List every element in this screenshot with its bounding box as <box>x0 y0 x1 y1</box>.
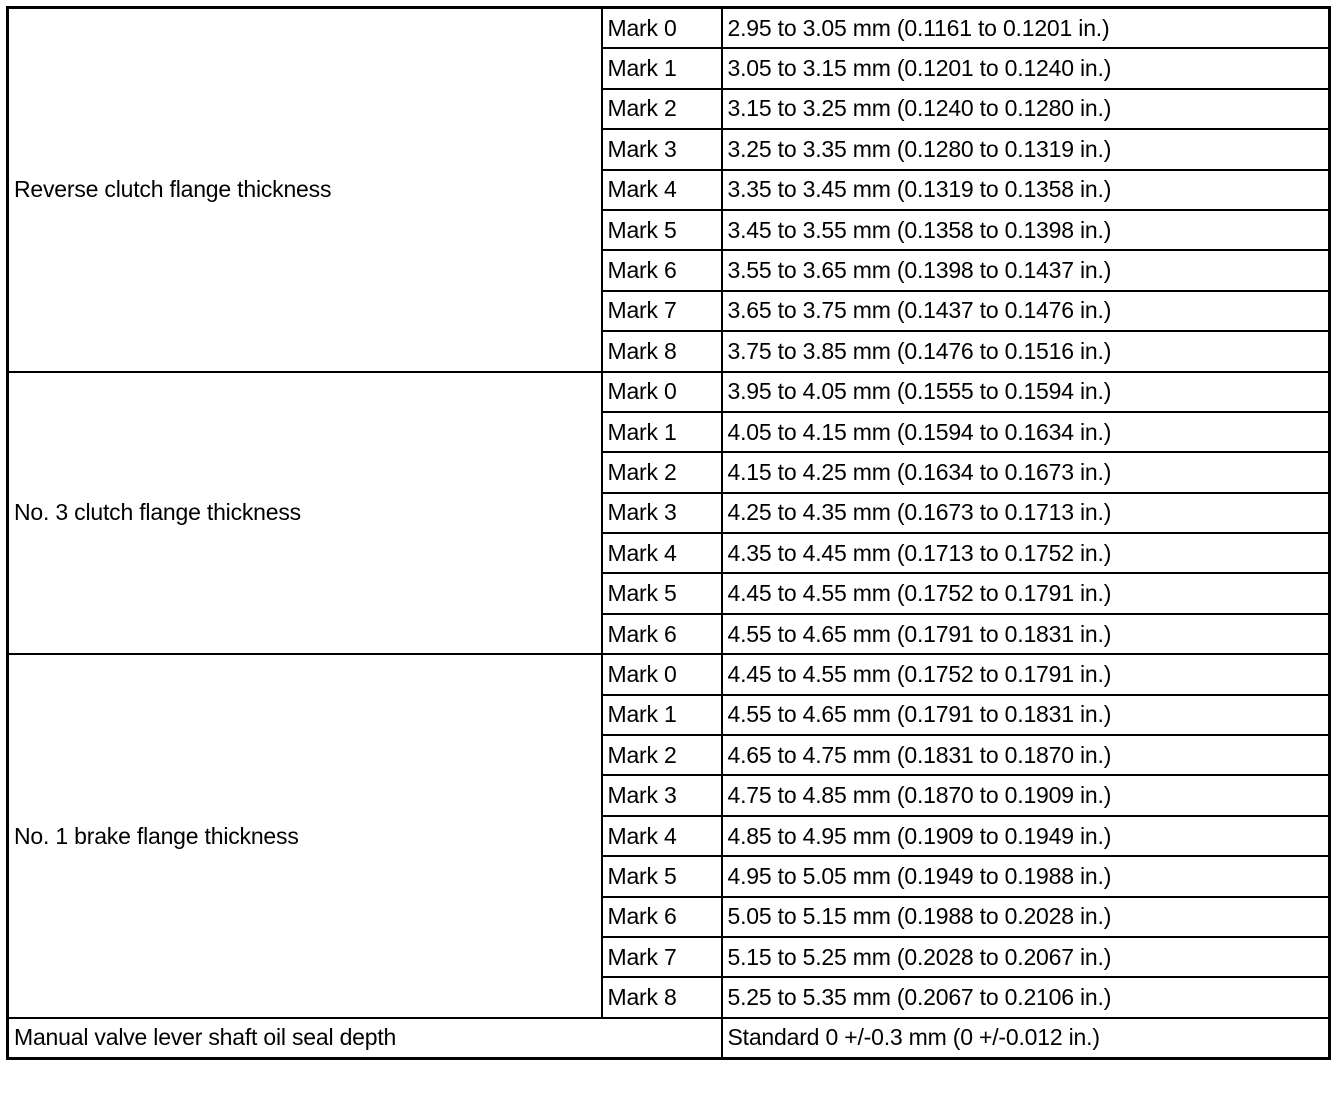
thickness-range-cell: 4.35 to 4.45 mm (0.1713 to 0.1752 in.) <box>722 533 1330 573</box>
thickness-range-cell: 4.65 to 4.75 mm (0.1831 to 0.1870 in.) <box>722 735 1330 775</box>
thickness-range-cell: 4.55 to 4.65 mm (0.1791 to 0.1831 in.) <box>722 614 1330 654</box>
group-label-cell: Reverse clutch flange thickness <box>8 8 602 372</box>
mark-cell: Mark 8 <box>602 331 722 371</box>
specification-table-body <box>8 8 1330 1059</box>
mark-cell: Mark 5 <box>602 856 722 896</box>
thickness-range-cell: 5.25 to 5.35 mm (0.2067 to 0.2106 in.) <box>722 977 1330 1017</box>
oil-seal-depth-value-cell: Standard 0 +/-0.3 mm (0 +/-0.012 in.) <box>722 1018 1330 1059</box>
thickness-range-cell: 4.85 to 4.95 mm (0.1909 to 0.1949 in.) <box>722 816 1330 856</box>
specification-table <box>6 6 1331 1060</box>
mark-cell: Mark 1 <box>602 48 722 88</box>
thickness-range-cell: 3.95 to 4.05 mm (0.1555 to 0.1594 in.) <box>722 372 1330 412</box>
group-label-cell: No. 1 brake flange thickness <box>8 654 602 1018</box>
thickness-range-cell: 3.75 to 3.85 mm (0.1476 to 0.1516 in.) <box>722 331 1330 371</box>
mark-cell: Mark 0 <box>602 8 722 49</box>
thickness-range-cell: 4.75 to 4.85 mm (0.1870 to 0.1909 in.) <box>722 775 1330 815</box>
thickness-range-cell: 3.55 to 3.65 mm (0.1398 to 0.1437 in.) <box>722 250 1330 290</box>
mark-cell: Mark 2 <box>602 89 722 129</box>
group-label-cell: No. 3 clutch flange thickness <box>8 372 602 655</box>
mark-cell: Mark 3 <box>602 775 722 815</box>
thickness-range-cell: 4.15 to 4.25 mm (0.1634 to 0.1673 in.) <box>722 452 1330 492</box>
thickness-range-cell: 5.05 to 5.15 mm (0.1988 to 0.2028 in.) <box>722 897 1330 937</box>
thickness-range-cell: 4.45 to 4.55 mm (0.1752 to 0.1791 in.) <box>722 573 1330 613</box>
thickness-range-cell: 2.95 to 3.05 mm (0.1161 to 0.1201 in.) <box>722 8 1330 49</box>
mark-cell: Mark 6 <box>602 614 722 654</box>
thickness-range-cell: 4.05 to 4.15 mm (0.1594 to 0.1634 in.) <box>722 412 1330 452</box>
mark-cell: Mark 2 <box>602 452 722 492</box>
mark-cell: Mark 5 <box>602 210 722 250</box>
mark-cell: Mark 1 <box>602 695 722 735</box>
thickness-range-cell: 4.95 to 5.05 mm (0.1949 to 0.1988 in.) <box>722 856 1330 896</box>
spec-table-container <box>6 6 1331 1060</box>
mark-cell: Mark 4 <box>602 170 722 210</box>
thickness-range-cell: 3.65 to 3.75 mm (0.1437 to 0.1476 in.) <box>722 291 1330 331</box>
mark-cell: Mark 6 <box>602 250 722 290</box>
mark-cell: Mark 4 <box>602 533 722 573</box>
thickness-range-cell: 3.05 to 3.15 mm (0.1201 to 0.1240 in.) <box>722 48 1330 88</box>
table-row <box>8 8 1330 49</box>
thickness-range-cell: 3.45 to 3.55 mm (0.1358 to 0.1398 in.) <box>722 210 1330 250</box>
mark-cell: Mark 0 <box>602 372 722 412</box>
mark-cell: Mark 1 <box>602 412 722 452</box>
thickness-range-cell: 4.25 to 4.35 mm (0.1673 to 0.1713 in.) <box>722 493 1330 533</box>
thickness-range-cell: 4.45 to 4.55 mm (0.1752 to 0.1791 in.) <box>722 654 1330 694</box>
mark-cell: Mark 7 <box>602 937 722 977</box>
mark-cell: Mark 6 <box>602 897 722 937</box>
mark-cell: Mark 4 <box>602 816 722 856</box>
mark-cell: Mark 3 <box>602 493 722 533</box>
mark-cell: Mark 0 <box>602 654 722 694</box>
thickness-range-cell: 4.55 to 4.65 mm (0.1791 to 0.1831 in.) <box>722 695 1330 735</box>
mark-cell: Mark 7 <box>602 291 722 331</box>
mark-cell: Mark 8 <box>602 977 722 1017</box>
mark-cell: Mark 3 <box>602 129 722 169</box>
table-row <box>8 372 1330 412</box>
thickness-range-cell: 3.35 to 3.45 mm (0.1319 to 0.1358 in.) <box>722 170 1330 210</box>
thickness-range-cell: 3.25 to 3.35 mm (0.1280 to 0.1319 in.) <box>722 129 1330 169</box>
table-row-footer <box>8 1018 1330 1059</box>
thickness-range-cell: 3.15 to 3.25 mm (0.1240 to 0.1280 in.) <box>722 89 1330 129</box>
table-row <box>8 654 1330 694</box>
mark-cell: Mark 2 <box>602 735 722 775</box>
mark-cell: Mark 5 <box>602 573 722 613</box>
thickness-range-cell: 5.15 to 5.25 mm (0.2028 to 0.2067 in.) <box>722 937 1330 977</box>
oil-seal-depth-label-cell: Manual valve lever shaft oil seal depth <box>8 1018 722 1059</box>
